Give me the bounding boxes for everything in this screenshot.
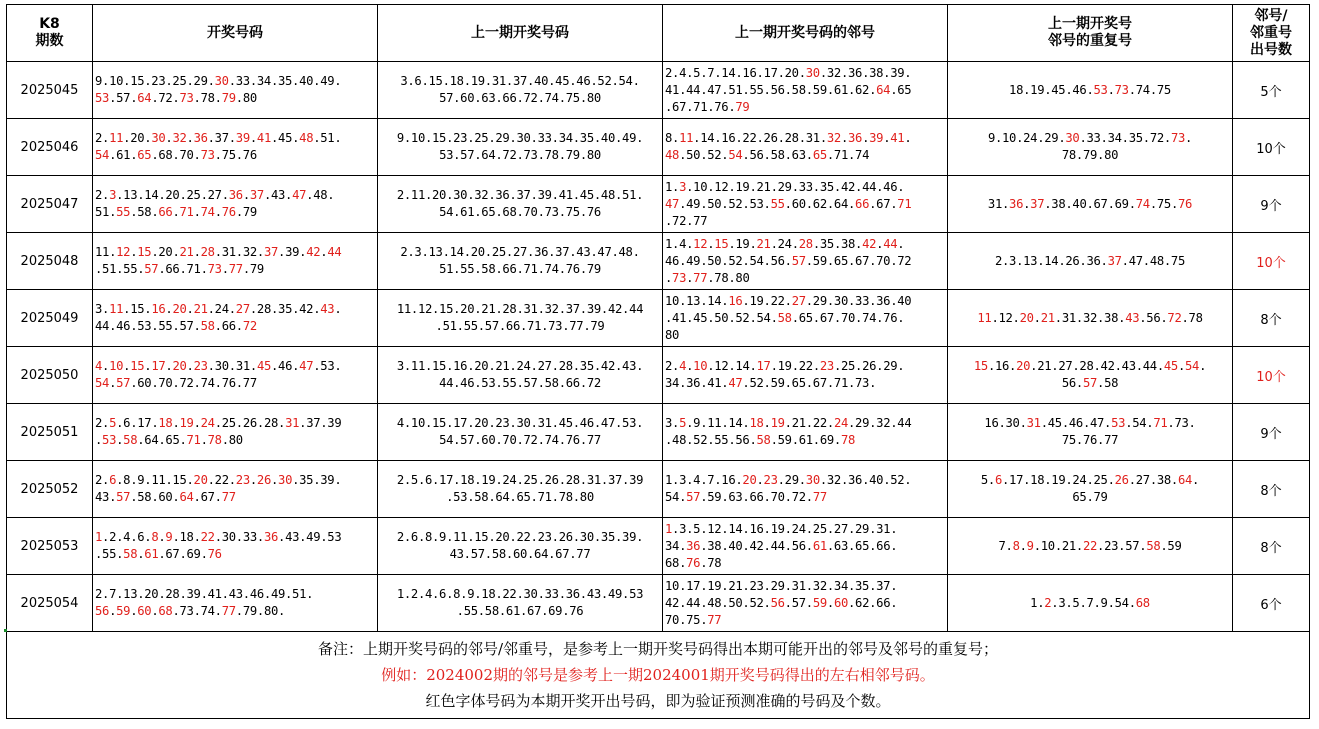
hit-number: 41 [890,131,905,145]
hit-number: 20 [742,473,757,487]
hit-number: 21 [1040,310,1055,325]
header-adjacent-numbers[interactable]: 上一期开奖号码的邻号 [663,5,948,62]
hit-number: 26 [1114,473,1129,487]
hit-number: 78 [207,433,222,447]
hit-number: 54 [1185,359,1200,373]
hit-number: 73 [1170,131,1186,145]
repeat-numbers-cell[interactable]: 5.6.17.18.19.24.25.26.27.38.64. 65.79 [948,461,1233,518]
hit-number: 36 [848,131,863,145]
header-row [7,5,1310,62]
hit-number: 30 [214,74,229,88]
draw-numbers-cell[interactable]: 9.10.15.23.25.29.30.33.34.35.40.49. 53.57.64.72.73.78.79.80 [93,62,378,119]
table-row [7,347,1310,404]
adjacent-numbers-cell[interactable]: 3.5.9.11.14.18.19.21.22.24.29.32.44 .48.52.55.56.58.59.61.69.78 [663,404,948,461]
table-row [7,518,1310,575]
hit-count-cell[interactable]: 10个 [1233,119,1310,176]
previous-draw-cell[interactable]: 2.11.20.30.32.36.37.39.41.45.48.51. 54.61.65.68.70.73.75.76 [378,176,663,233]
hit-number: 21 [756,236,771,251]
period-cell[interactable]: 2025052 [7,461,93,518]
hit-number: 20 [193,473,208,487]
hit-number: 36 [228,188,243,202]
hit-number: 57 [791,253,806,268]
hit-number: 78 [840,433,856,447]
period-cell[interactable]: 2025050 [7,347,93,404]
note-line-2: 例如：2024002期的邻号是参考上一期2024001期开奖号码得出的左右相邻号码。 [381,666,935,684]
previous-draw-cell[interactable]: 4.10.15.17.20.23.30.31.45.46.47.53. 54.57.60.70.72.74.76.77 [378,404,663,461]
hit-number: 76 [686,555,701,570]
hit-number: 60 [833,595,849,610]
hit-count-cell[interactable]: 8个 [1233,461,1310,518]
hit-number: 58 [777,310,792,325]
hit-number: 18 [158,416,173,430]
repeat-numbers-cell[interactable]: 16.30.31.45.46.47.53.54.71.73. 75.76.77 [948,404,1233,461]
repeat-numbers-cell[interactable]: 7.8.9.10.21.22.23.57.58.59 [948,518,1233,575]
header-repeat-numbers[interactable]: 上一期开奖号 邻号的重复号 [948,5,1233,62]
hit-number: 11 [109,131,124,145]
adjacent-numbers-cell[interactable]: 1.3.4.7.16.20.23.29.30.32.36.40.52. 54.57.59.63.66.70.72.77 [663,461,948,518]
hit-number: 61 [812,538,827,553]
hit-number: 36 [1009,196,1024,211]
hit-number: 21 [193,302,208,316]
draw-numbers-cell[interactable]: 2.5.6.17.18.19.24.25.26.28.31.37.39 .53.58.64.65.71.78.80 [93,404,378,461]
hit-number: 44 [883,236,898,251]
hit-count-cell[interactable]: 5个 [1233,62,1310,119]
hit-number: 37 [1030,196,1045,211]
hit-number: 79 [221,91,236,105]
hit-number: 3 [679,179,687,194]
hit-number: 47 [292,188,307,202]
hit-number: 4 [679,359,687,373]
hit-number: 76 [221,205,236,219]
hit-number: 16 [151,302,166,316]
hit-number: 23 [193,359,208,373]
hit-number: 18 [749,416,764,430]
hit-number: 20 [1019,310,1034,325]
hit-number: 61 [144,547,159,561]
previous-draw-cell[interactable]: 1.2.4.6.8.9.18.22.30.33.36.43.49.53 .55.58.61.67.69.76 [378,575,663,632]
hit-number: 28 [200,245,215,259]
hit-number: 22 [1082,538,1098,553]
hit-number: 74 [1135,196,1150,211]
hit-number: 54 [728,148,743,162]
adjacent-numbers-cell[interactable]: 8.11.14.16.22.26.28.31.32.36.39.41. 48.50.52.54.56.58.63.65.71.74 [663,119,948,176]
hit-number: 37 [249,188,264,202]
hit-number: 57 [1082,376,1098,390]
hit-number: 43 [1125,310,1140,325]
hit-number: 64 [1177,473,1193,487]
hit-number: 76 [1177,196,1193,211]
hit-number: 55 [116,205,131,219]
hit-number: 6 [109,473,117,487]
hit-number: 77 [693,270,708,285]
hit-number: 58 [1146,538,1161,553]
lottery-table [6,4,1310,719]
hit-number: 2 [1044,595,1052,610]
table-row [7,461,1310,518]
previous-draw-cell[interactable]: 3.6.15.18.19.31.37.40.45.46.52.54. 57.60.63.66.72.74.75.80 [378,62,663,119]
hit-number: 48 [299,131,314,145]
header-hit-count[interactable]: 邻号/ 邻重号 出号数 [1233,5,1310,62]
hit-number: 77 [221,604,236,618]
hit-number: 27 [791,293,806,308]
adjacent-numbers-cell[interactable]: 2.4.5.7.14.16.17.20.30.32.36.38.39. 41.44.47.51.55.56.58.59.61.62.64.65 .67.71.76.79 [663,62,948,119]
hit-number: 48 [665,148,680,162]
period-cell[interactable]: 2025046 [7,119,93,176]
hit-number: 68 [158,604,173,618]
hit-number: 73 [1114,82,1129,97]
hit-number: 19 [770,416,785,430]
adjacent-numbers-cell[interactable]: 10.13.14.16.19.22.27.29.30.33.36.40 .41.45.50.52.54.58.65.67.70.74.76. 80 [663,290,948,347]
hit-count-cell[interactable]: 8个 [1233,518,1310,575]
hit-count-cell[interactable]: 10个 [1233,347,1310,404]
table-row [7,176,1310,233]
table-row [7,290,1310,347]
hit-number: 59 [812,595,827,610]
adjacent-numbers-cell[interactable]: 2.4.10.12.14.17.19.22.23.25.26.29. 34.36.41.47.52.59.65.67.71.73. [663,347,948,404]
hit-number: 45 [1163,359,1178,373]
hit-number: 72 [242,319,257,333]
period-cell[interactable]: 2025054 [7,575,93,632]
period-cell[interactable]: 2025049 [7,290,93,347]
repeat-numbers-cell[interactable]: 1.2.3.5.7.9.54.68 [948,575,1233,632]
hit-number: 66 [158,205,173,219]
hit-number: 73 [672,270,687,285]
table-row [7,119,1310,176]
period-cell[interactable]: 2025047 [7,176,93,233]
previous-draw-cell[interactable]: 3.11.15.16.20.21.24.27.28.35.42.43. 44.46.53.55.57.58.66.72 [378,347,663,404]
hit-number: 10 [693,359,708,373]
adjacent-numbers-cell[interactable]: 1.4.12.15.19.21.24.28.35.38.42.44. 46.49.50.52.54.56.57.59.65.67.70.72 .73.77.78.80 [663,233,948,290]
hit-number: 57 [686,490,701,504]
hit-number: 42 [862,236,877,251]
hit-number: 73 [200,148,215,162]
hit-number: 23 [235,473,250,487]
cell-corner-marker [4,629,7,632]
note-line-3: 红色字体号码为本期开奖开出号码，即为验证预测准确的号码及个数。 [425,692,891,710]
hit-number: 54 [95,376,110,390]
hit-count-cell[interactable]: 10个 [1233,233,1310,290]
hit-number: 56 [95,604,110,618]
notes-row [7,632,1310,719]
header-previous-draw[interactable]: 上一期开奖号码 [378,5,663,62]
hit-number: 58 [123,547,138,561]
hit-number: 79 [735,99,750,114]
adjacent-numbers-cell[interactable]: 1.3.10.12.19.21.29.33.35.42.44.46. 47.49.50.52.53.55.60.62.64.66.67.71 .72.77 [663,176,948,233]
hit-number: 45 [256,359,272,373]
hit-number: 58 [123,433,138,447]
hit-number: 37 [1107,253,1122,268]
hit-number: 64 [137,91,152,105]
hit-number: 54 [95,148,110,162]
hit-number: 31 [1026,416,1041,430]
hit-number: 32 [826,131,841,145]
hit-number: 53 [102,433,117,447]
hit-number: 60 [137,604,152,618]
previous-draw-cell[interactable]: 9.10.15.23.25.29.30.33.34.35.40.49. 53.57.64.72.73.78.79.80 [378,119,663,176]
hit-number: 77 [707,612,722,627]
hit-number: 11 [977,310,992,325]
hit-number: 47 [728,376,743,390]
hit-number: 58 [200,319,215,333]
hit-number: 77 [221,490,236,504]
hit-number: 11 [679,131,694,145]
hit-number: 59 [116,604,131,618]
repeat-numbers-cell[interactable]: 2.3.13.14.26.36.37.47.48.75 [948,233,1233,290]
hit-number: 20 [172,359,187,373]
hit-number: 44 [327,245,342,259]
hit-number: 56 [770,595,785,610]
hit-number: 73 [207,262,222,276]
draw-numbers-cell[interactable]: 2.7.13.20.28.39.41.43.46.49.51. 56.59.60.68.73.74.77.79.80. [93,575,378,632]
hit-number: 15 [973,359,988,373]
hit-number: 17 [151,359,166,373]
hit-number: 28 [798,236,813,251]
hit-number: 30 [805,473,820,487]
hit-number: 21 [179,245,194,259]
hit-number: 11 [109,302,124,316]
hit-number: 65 [137,148,152,162]
hit-number: 4 [95,359,103,373]
previous-draw-cell[interactable]: 2.6.8.9.11.15.20.22.23.26.30.35.39. 43.57.58.60.64.67.77 [378,518,663,575]
hit-count-cell[interactable]: 9个 [1233,404,1310,461]
hit-number: 68 [1135,595,1150,610]
hit-number: 47 [299,359,314,373]
hit-number: 8 [1012,538,1020,553]
previous-draw-cell[interactable]: 2.5.6.17.18.19.24.25.26.28.31.37.39 .53.58.64.65.71.78.80 [378,461,663,518]
hit-number: 47 [665,196,680,211]
hit-number: 71 [179,205,194,219]
hit-number: 20 [1016,359,1031,373]
hit-number: 43 [320,302,335,316]
repeat-numbers-cell[interactable]: 11.12.20.21.31.32.38.43.56.72.78 [948,290,1233,347]
hit-number: 32 [172,131,187,145]
period-cell[interactable]: 2025048 [7,233,93,290]
hit-number: 41 [256,131,271,145]
draw-numbers-cell[interactable]: 2.3.13.14.20.25.27.36.37.43.47.48. 51.55.58.66.71.74.76.79 [93,176,378,233]
hit-number: 53 [1111,416,1126,430]
hit-number: 30 [1065,131,1080,145]
hit-number: 57 [116,490,131,504]
hit-number: 9 [165,530,173,544]
hit-number: 12 [693,236,708,251]
hit-number: 36 [263,530,279,544]
hit-number: 71 [897,196,912,211]
repeat-numbers-cell[interactable]: 15.16.20.21.27.28.42.43.44.45.54. 56.57.58 [948,347,1233,404]
hit-count-cell[interactable]: 6个 [1233,575,1310,632]
hit-number: 26 [256,473,271,487]
draw-numbers-cell[interactable]: 2.11.20.30.32.36.37.39.41.45.48.51. 54.61.65.68.70.73.75.76 [93,119,378,176]
hit-number: 72 [1167,310,1182,325]
hit-number: 39 [869,131,884,145]
hit-number: 74 [200,205,215,219]
hit-number: 39 [235,131,250,145]
table-row [7,62,1310,119]
hit-number: 22 [200,530,215,544]
period-cell[interactable]: 2025053 [7,518,93,575]
hit-number: 30 [151,131,166,145]
draw-numbers-cell[interactable]: 11.12.15.20.21.28.31.32.37.39.42.44 .51.55.57.66.71.73.77.79 [93,233,378,290]
hit-number: 5 [679,416,687,430]
previous-draw-cell[interactable]: 11.12.15.20.21.28.31.32.37.39.42.44 .51.55.57.66.71.73.77.79 [378,290,663,347]
repeat-numbers-cell[interactable]: 31.36.37.38.40.67.69.74.75.76 [948,176,1233,233]
hit-number: 57 [116,376,131,390]
hit-number: 64 [876,82,891,97]
hit-number: 76 [207,547,222,561]
hit-number: 24 [833,416,849,430]
previous-draw-cell[interactable]: 2.3.13.14.20.25.27.36.37.43.47.48. 51.55.58.66.71.74.76.79 [378,233,663,290]
note-line-1: 备注：上期开奖号码的邻号/邻重号，是参考上一期开奖号码得出本期可能开出的邻号及邻号的重复号； [317,640,999,658]
repeat-numbers-cell[interactable]: 9.10.24.29.30.33.34.35.72.73. 78.79.80 [948,119,1233,176]
hit-number: 24 [200,416,215,430]
hit-number: 9 [1026,538,1034,553]
adjacent-numbers-cell[interactable]: 10.17.19.21.23.29.31.32.34.35.37. 42.44.48.50.52.56.57.59.60.62.66. 70.75.77 [663,575,948,632]
hit-number: 73 [179,91,194,105]
hit-number: 15 [137,245,152,259]
hit-number: 71 [1153,416,1168,430]
notes-cell[interactable] [7,632,1310,719]
hit-number: 12 [116,245,131,259]
draw-numbers-cell[interactable]: 3.11.15.16.20.21.24.27.28.35.42.43. 44.46.53.55.57.58.66.72 [93,290,378,347]
draw-numbers-cell[interactable]: 1.2.4.6.8.9.18.22.30.33.36.43.49.53 .55.58.61.67.69.76 [93,518,378,575]
hit-number: 31 [285,416,300,430]
hit-number: 64 [179,490,194,504]
hit-number: 27 [235,302,250,316]
hit-number: 65 [812,148,827,162]
hit-number: 19 [179,416,194,430]
hit-number: 17 [756,359,771,373]
hit-number: 55 [770,196,785,211]
hit-number: 10 [109,359,124,373]
hit-number: 71 [186,433,201,447]
hit-number: 15 [130,359,145,373]
hit-number: 53 [1093,82,1108,97]
hit-number: 36 [686,538,701,553]
hit-number: 66 [855,196,870,211]
hit-number: 53 [95,91,110,105]
hit-number: 15 [714,236,729,251]
hit-number: 16 [728,293,743,308]
hit-number: 6 [994,473,1003,487]
hit-number: 1 [95,530,103,544]
hit-number: 37 [263,245,279,259]
hit-number: 36 [193,131,208,145]
hit-number: 30 [278,473,293,487]
hit-count-cell[interactable]: 8个 [1233,290,1310,347]
table-row [7,575,1310,632]
table-row [7,404,1310,461]
hit-number: 20 [172,302,187,316]
draw-numbers-cell[interactable]: 2.6.8.9.11.15.20.22.23.26.30.35.39. 43.57.58.60.64.67.77 [93,461,378,518]
hit-number: 42 [306,245,321,259]
hit-number: 58 [756,433,771,447]
period-cell[interactable]: 2025051 [7,404,93,461]
hit-number: 8 [151,530,159,544]
hit-count-cell[interactable]: 9个 [1233,176,1310,233]
hit-number: 3 [109,188,117,202]
hit-number: 23 [763,473,778,487]
hit-number: 57 [144,262,159,276]
period-cell[interactable]: 2025045 [7,62,93,119]
hit-number: 23 [819,359,834,373]
header-draw-numbers[interactable]: 开奖号码 [93,5,378,62]
hit-number: 30 [805,65,820,80]
hit-number: 77 [812,490,827,504]
hit-number: 5 [109,416,117,430]
adjacent-numbers-cell[interactable]: 1.3.5.12.14.16.19.24.25.27.29.31. 34.36.38.40.42.44.56.61.63.65.66. 68.76.78 [663,518,948,575]
header-period[interactable]: K8 期数 [7,5,93,62]
repeat-numbers-cell[interactable]: 18.19.45.46.53.73.74.75 [948,62,1233,119]
hit-number: 1 [665,521,673,536]
table-row [7,233,1310,290]
hit-number: 77 [228,262,243,276]
draw-numbers-cell[interactable]: 4.10.15.17.20.23.30.31.45.46.47.53. 54.57.60.70.72.74.76.77 [93,347,378,404]
